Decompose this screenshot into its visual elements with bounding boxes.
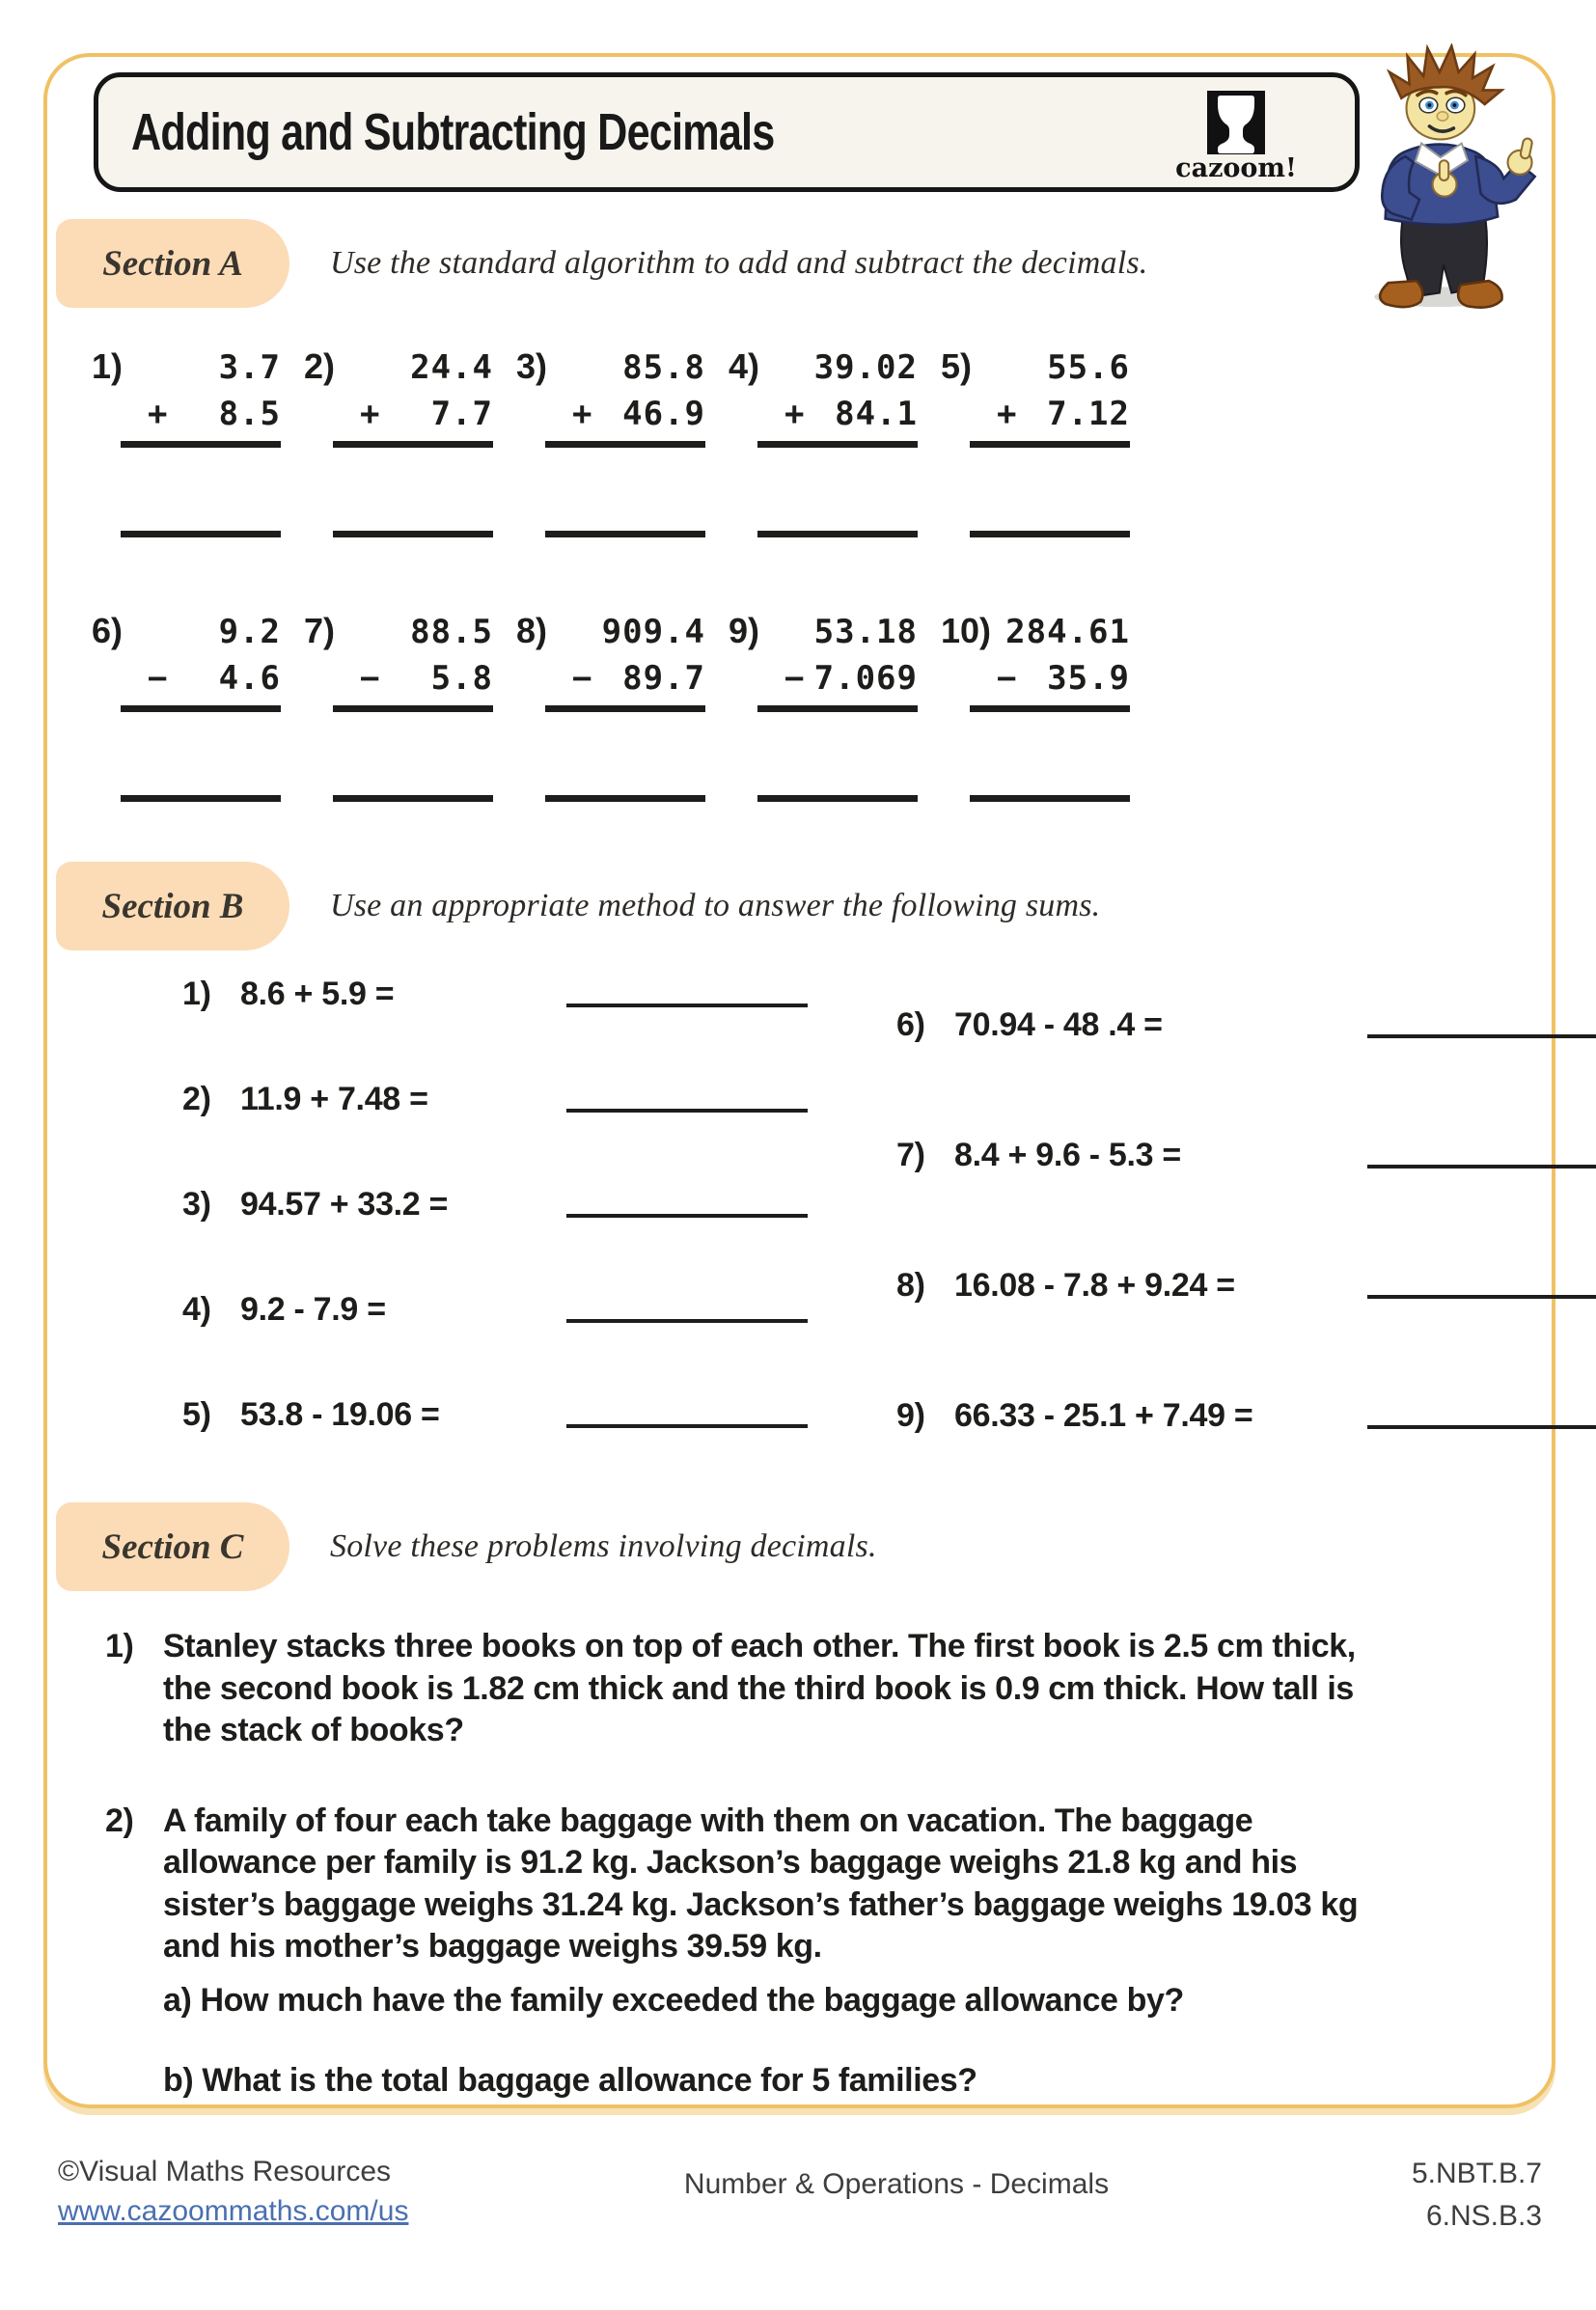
answer-blank	[757, 795, 918, 802]
answer-blank	[545, 795, 705, 802]
equals-rule	[333, 705, 493, 712]
page-title: Adding and Subtracting Decimals	[131, 103, 775, 161]
operator: −	[784, 659, 806, 698]
equals-rule	[757, 441, 918, 448]
answer-blank	[566, 1109, 808, 1113]
operand-bottom: 7.069	[813, 659, 918, 698]
section-c-problems	[105, 1626, 1532, 2103]
operand-bottom: 35.9	[1047, 659, 1130, 698]
operator: +	[997, 395, 1018, 433]
problem-b3	[182, 1186, 808, 1224]
answer-blank	[333, 795, 493, 802]
problem-a10	[941, 611, 1130, 802]
answer-blank	[1367, 1165, 1596, 1169]
section-c-header	[56, 1502, 1522, 1591]
problem-a3	[516, 346, 705, 537]
mascot-boy-illustration	[1343, 43, 1544, 316]
operator: −	[148, 659, 169, 698]
title-box	[94, 72, 1360, 192]
operand-top: 284.61	[1005, 613, 1130, 651]
problem-b1	[182, 976, 808, 1013]
answer-blank	[1367, 1034, 1596, 1038]
equals-rule	[757, 705, 918, 712]
problem-number: 4)	[182, 1291, 211, 1328]
equals-rule	[970, 705, 1130, 712]
operator: +	[360, 395, 381, 433]
section-b-instruction: Use an appropriate method to answer the following sums.	[330, 888, 1101, 923]
problem-number: 9)	[729, 611, 760, 650]
section-b-label: Section B	[56, 862, 289, 950]
sub-question-b: b) What is the total baggage allowance for 5 families?	[163, 2062, 977, 2100]
section-b-header	[56, 862, 1522, 950]
operand-bottom: 7.7	[430, 395, 493, 433]
operand-top: 55.6	[1047, 348, 1130, 387]
page-footer	[58, 2153, 1542, 2237]
problem-a6	[92, 611, 281, 802]
problem-number: 5)	[182, 1396, 211, 1433]
expression: 8.4 + 9.6 - 5.3 =	[954, 1137, 1181, 1173]
operand-bottom: 4.6	[218, 659, 281, 698]
answer-blank	[121, 531, 281, 537]
word-problem-2	[105, 1801, 1532, 2103]
expression: 11.9 + 7.48 =	[240, 1081, 428, 1117]
section-a-row-2	[92, 611, 1532, 802]
problem-number: 2)	[304, 346, 336, 386]
answer-blank	[566, 1214, 808, 1218]
problem-number: 8)	[516, 611, 548, 650]
cazoom-logo	[1173, 91, 1299, 183]
operand-top: 53.18	[813, 613, 918, 651]
problem-a4	[729, 346, 918, 537]
djembe-drum-icon	[1206, 91, 1266, 154]
problem-a9	[729, 611, 918, 802]
problem-number: 2)	[105, 1801, 134, 1839]
answer-blank	[121, 795, 281, 802]
problem-number: 10)	[941, 611, 992, 650]
equals-rule	[545, 705, 705, 712]
operand-bottom: 46.9	[622, 395, 705, 433]
problem-b8	[896, 1267, 1596, 1305]
problem-number: 1)	[105, 1628, 134, 1664]
operator: −	[360, 659, 381, 698]
problem-number: 4)	[729, 346, 760, 386]
equals-rule	[970, 441, 1130, 448]
problem-a1	[92, 346, 281, 537]
operator: −	[572, 659, 593, 698]
problem-text: Stanley stacks three books on top of each other. The first book is 2.5 cm thick, the second book is 1.82 cm thick and the third book is 0.9 cm thick. How tall is the stack of books?	[163, 1628, 1356, 1749]
operand-top: 85.8	[622, 348, 705, 387]
section-a-header	[56, 219, 1522, 308]
answer-blank	[1367, 1425, 1596, 1429]
problem-number: 1)	[92, 346, 124, 386]
expression: 53.8 - 19.06 =	[240, 1396, 440, 1433]
operand-top: 24.4	[410, 348, 493, 387]
operator: −	[997, 659, 1018, 698]
standard-code: 6.NS.B.3	[1425, 2199, 1542, 2232]
section-b-problems	[182, 976, 1532, 1435]
operator: +	[784, 395, 806, 433]
standard-code: 5.NBT.B.7	[1411, 2158, 1542, 2189]
problem-b9	[896, 1397, 1596, 1435]
operator: +	[148, 395, 169, 433]
problem-number: 2)	[182, 1081, 211, 1117]
expression: 66.33 - 25.1 + 7.49 =	[954, 1397, 1253, 1434]
expression: 94.57 + 33.2 =	[240, 1186, 449, 1223]
topic-label: Number & Operations - Decimals	[683, 2168, 1110, 2200]
section-c-instruction: Solve these problems involving decimals.	[330, 1528, 877, 1564]
equals-rule	[121, 441, 281, 448]
answer-blank	[970, 531, 1130, 537]
answer-blank	[545, 531, 705, 537]
operand-bottom: 8.5	[218, 395, 281, 433]
problem-a2	[304, 346, 493, 537]
expression: 70.94 - 48 .4 =	[954, 1006, 1163, 1043]
expression: 16.08 - 7.8 + 9.24 =	[954, 1267, 1235, 1304]
sub-question-a: a) How much have the family exceeded the baggage allowance by?	[163, 1981, 1184, 2019]
operand-bottom: 84.1	[835, 395, 918, 433]
operator: +	[572, 395, 593, 433]
answer-blank	[333, 531, 493, 537]
operand-top: 88.5	[410, 613, 493, 651]
cartoon-boy-thumbs-up-icon	[1343, 43, 1544, 316]
problem-number: 3)	[182, 1186, 211, 1223]
expression: 8.6 + 5.9 =	[240, 976, 395, 1012]
operand-top: 3.7	[218, 348, 281, 387]
problem-number: 5)	[941, 346, 973, 386]
problem-number: 3)	[516, 346, 548, 386]
problem-text: A family of four each take baggage with them on vacation. The baggage allowance per family is 91.2 kg. Jackson’s baggage weighs 21.8 kg and his sister’s baggage weighs 31.24 kg. Jackson’s father’s baggage weighs 19.03 kg and his mother’s baggage weighs 39.59 kg. a) How much have the family exceeded the baggage allowance by? b) What is the total baggage allowance for 5 families?	[163, 1801, 1358, 2103]
website-link[interactable]: www.cazoommaths.com/us	[58, 2194, 409, 2227]
problem-number: 7)	[304, 611, 336, 650]
answer-blank	[757, 531, 918, 537]
problem-a8	[516, 611, 705, 802]
problem-number: 8)	[896, 1267, 925, 1304]
problem-b2	[182, 1081, 808, 1118]
logo-wordmark: cazoom!	[1175, 153, 1297, 183]
standards-codes	[1320, 2153, 1542, 2237]
problem-number: 6)	[92, 611, 124, 650]
problem-b4	[182, 1291, 808, 1329]
operand-bottom: 89.7	[622, 659, 705, 698]
operand-bottom: 7.12	[1047, 395, 1130, 433]
answer-blank	[1367, 1295, 1596, 1299]
copyright-text: ©Visual Maths Resources	[58, 2156, 392, 2187]
worksheet-sheet	[43, 53, 1555, 2108]
answer-blank	[566, 1424, 808, 1428]
operand-top: 39.02	[813, 348, 918, 387]
operand-top: 9.2	[218, 613, 281, 651]
expression: 9.2 - 7.9 =	[240, 1291, 386, 1328]
problem-number: 7)	[896, 1137, 925, 1173]
operand-bottom: 5.8	[430, 659, 493, 698]
answer-blank	[566, 1319, 808, 1323]
problem-b6	[896, 1006, 1596, 1044]
problem-b5	[182, 1396, 808, 1434]
problem-number: 6)	[896, 1006, 925, 1043]
word-problem-1	[105, 1626, 1532, 1752]
problem-number: 9)	[896, 1397, 925, 1434]
equals-rule	[333, 441, 493, 448]
equals-rule	[121, 705, 281, 712]
section-a-row-1	[92, 346, 1532, 537]
problem-b7	[896, 1137, 1596, 1174]
section-a-label: Section A	[56, 219, 289, 308]
problem-a7	[304, 611, 493, 802]
problem-a5	[941, 346, 1130, 537]
section-c-label: Section C	[56, 1502, 289, 1591]
section-a-instruction: Use the standard algorithm to add and subtract the decimals.	[330, 245, 1148, 281]
operand-top: 909.4	[601, 613, 705, 651]
equals-rule	[545, 441, 705, 448]
answer-blank	[970, 795, 1130, 802]
problem-number: 1)	[182, 976, 211, 1012]
answer-blank	[566, 1004, 808, 1007]
